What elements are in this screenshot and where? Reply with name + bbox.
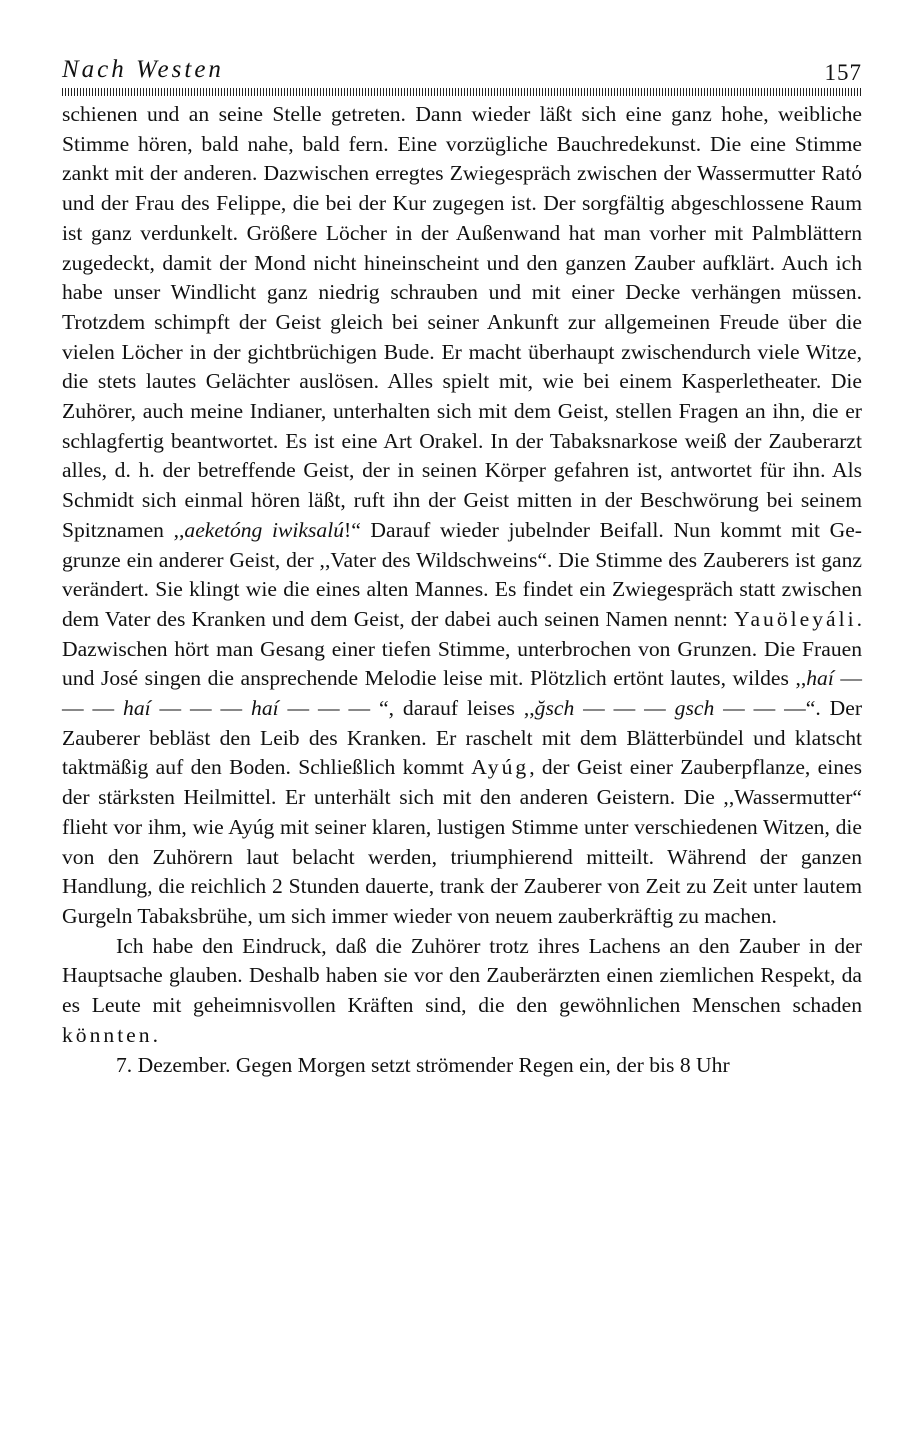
text-run: — — —“. Der Zauberer bebläst den Leib des Kranken. Er raschelt mit dem Blätterbündel und klatscht taktmäßig auf den Boden. Schließlich kommt bbox=[62, 696, 863, 780]
text-run: — — — bbox=[150, 696, 252, 721]
text-run: 7. Dezember. Gegen Morgen setzt strömender Regen ein, der bis 8 Uhr bbox=[116, 1052, 730, 1077]
italic-text: haí bbox=[123, 696, 151, 721]
text-run: schienen und an seine Stelle getreten. Dann wieder läßt sich eine ganz hohe, weibliche Stimme hören, bald nahe, bald fern. Eine vorzügliche Bauchredekunst. Die eine Stimme zankt mit der anderen. Dazwischen erregtes Zwiegespräch zwischen der Wassermutter Ratό und der Frau des Felippe, die bei der Kur zugegen ist. Der sorgfältig abgeschlossene Raum ist ganz verdunkelt. Größere Löcher in der Außenwand hat man vorher mit Palmblättern zugedeckt, damit der Mond nicht hineinscheint und den ganzen Zauber aufklärt. Auch ich habe unser Windlicht ganz niedrig schrauben und mit einer Decke verhängen müssen. Trotzdem schimpft der Geist gleich bei seiner Ankunft zur allgemeinen Freude über die vielen Löcher in der gichtbrüchigen Bude. Er macht überhaupt zwischendurch viele Witze, die stets lautes Gelächter auslösen. Alles spielt mit, wie bei einem Kasperletheater. Die Zuhörer, auch meine Indianer, unterhalten sich mit dem Geist, stellen Fragen an ihn, die er schlagfertig beantwortet. Es ist eine Art Orakel. In der Tabaksnarkose weiß der Zauberarzt alles, d. h. der betreffende Geist, der in seinen Körper gefahren ist, antwortet für ihn. Als Schmidt sich einmal hören läßt, ruft ihn der Geist mitten in der Beschwörung bei seinem Spitznamen ,, bbox=[62, 102, 862, 542]
running-title: Nach Westen bbox=[62, 56, 224, 83]
paragraph-3 bbox=[62, 1051, 862, 1081]
italic-text: haí bbox=[251, 696, 279, 721]
paragraph-1 bbox=[62, 100, 862, 932]
page-number: 157 bbox=[824, 60, 862, 85]
spaced-text: Ayúg bbox=[471, 755, 530, 780]
text-run: — — — bbox=[574, 696, 675, 721]
text-run: . Dazwischen hört man Gesang einer tiefen Stimme, unterbrochen von Grunzen. Die Frauen und José singen die ansprechende Melodie leise mit. Plötzlich ertönt lautes, wildes ,, bbox=[62, 606, 862, 691]
italic-text: gsch bbox=[674, 696, 715, 721]
spaced-text: Yauöleyáli bbox=[734, 606, 857, 631]
text-run: — — — bbox=[62, 666, 862, 721]
text-run: , der Geist einer Zauberpflanze, eines der stärksten Heilmittel. Er unterhält sich mit den anderen Geistern. Die ,,Wassermutter“ flieht vor ihm, wie Ayúg mit seiner klaren, lustigen Stimme unter verschiedenen Witzen, die von den Zuhörern laut belacht werden, triumphierend mitteilt. Während der ganzen Handlung, die reichlich 2 Stunden dauerte, trank der Zauberer von Zeit zu Zeit unter lautem Gurgeln Tabaksbrühe, um sich immer wieder von neuem zauberkräftig zu machen. bbox=[62, 755, 862, 928]
spaced-text: könnten bbox=[62, 1022, 153, 1047]
text-run: !“ Darauf wieder jubelnder Beifall. Nun kommt mit Gegrunze ein anderer Geist, der ,,Vater des Wildschweins“. Die Stimme des Zauberers ist ganz verändert. Sie klingt wie die eines alten Mannes. Es findet ein Zwiegespräch statt zwischen dem Vater des Kranken und dem Geist, der dabei auch seinen Namen nennt: bbox=[62, 517, 862, 631]
italic-text: aeketóng iwiksalú bbox=[184, 517, 344, 542]
text-run: . bbox=[152, 1022, 158, 1047]
italic-text: haí bbox=[806, 666, 834, 691]
italic-text: ğsch bbox=[534, 696, 575, 721]
text-run: — — — “, darauf leises ,, bbox=[278, 696, 535, 721]
book-page bbox=[62, 56, 862, 1080]
running-head bbox=[62, 56, 862, 86]
header-rule bbox=[62, 88, 862, 96]
text-run: Ich habe den Eindruck, daß die Zuhörer trotz ihres Lachens an den Zauber in der Hauptsache glauben. Deshalb haben sie vor den Zauberärzten einen ziemlichen Respekt, da es Leute mit geheimnisvollen Kräften sind, die den gewöhnlichen Menschen schaden bbox=[62, 933, 862, 1018]
body-text bbox=[62, 100, 862, 1080]
paragraph-2 bbox=[62, 932, 862, 1051]
